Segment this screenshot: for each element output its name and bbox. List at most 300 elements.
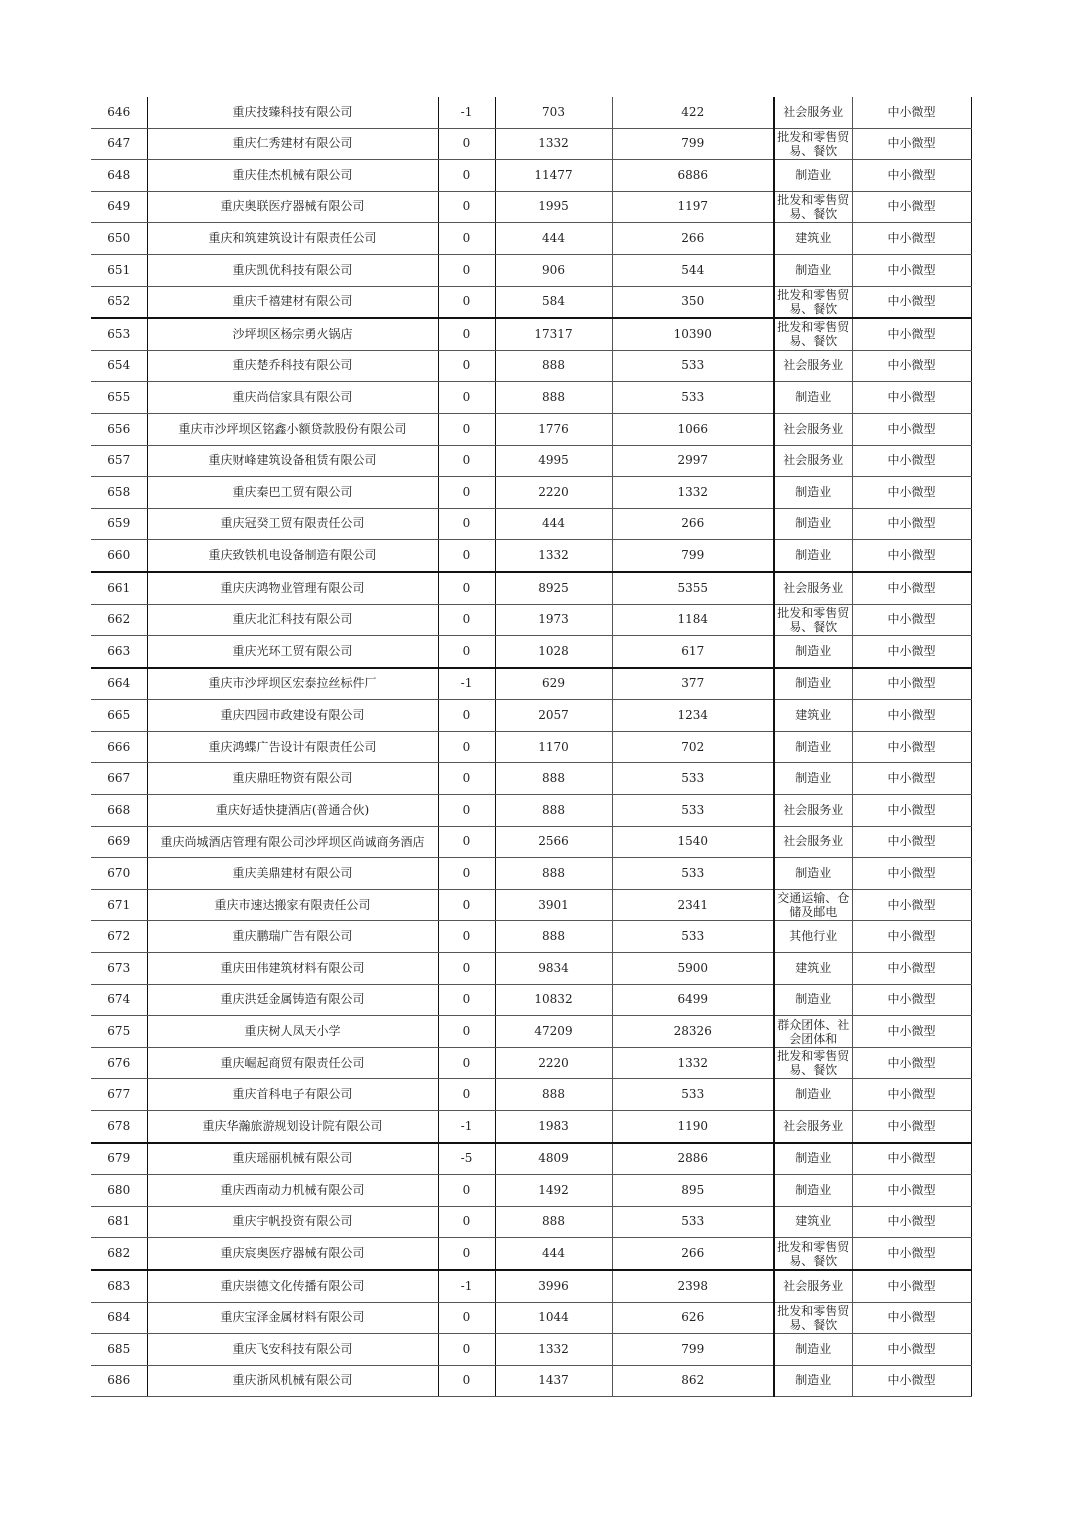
row-number-cell: 653	[91, 318, 147, 350]
industry-cell	[774, 889, 852, 921]
change-cell: -1	[438, 97, 495, 128]
row-number-cell: 685	[91, 1334, 147, 1366]
industry-cell	[774, 286, 852, 318]
row-number-cell: 667	[91, 763, 147, 795]
company-name-cell: 重庆佳杰机械有限公司	[147, 160, 438, 192]
industry-cell: 制造业	[774, 1365, 852, 1397]
table-row	[91, 1270, 971, 1302]
change-cell: 0	[438, 1016, 495, 1048]
table-row	[91, 1206, 971, 1238]
industry-cell-text: 交通运输、仓储及邮电	[777, 891, 850, 920]
change-cell: 0	[438, 477, 495, 509]
value-2-cell: 862	[612, 1365, 774, 1397]
row-number-cell: 661	[91, 572, 147, 604]
value-1-cell: 703	[495, 97, 612, 128]
change-cell: 0	[438, 763, 495, 795]
table-row	[91, 1238, 971, 1270]
value-2-cell: 266	[612, 508, 774, 540]
value-1-cell: 8925	[495, 572, 612, 604]
size-category-cell: 中小微型	[852, 191, 971, 223]
value-1-cell: 1983	[495, 1111, 612, 1143]
value-2-cell: 533	[612, 1079, 774, 1111]
industry-cell: 制造业	[774, 763, 852, 795]
table-row	[91, 731, 971, 763]
value-2-cell: 2341	[612, 889, 774, 921]
value-1-cell: 888	[495, 763, 612, 795]
change-cell: 0	[438, 128, 495, 160]
company-name-cell: 重庆首科电子有限公司	[147, 1079, 438, 1111]
value-2-cell: 533	[612, 763, 774, 795]
company-name-cell: 重庆秦巴工贸有限公司	[147, 477, 438, 509]
table-row	[91, 97, 971, 128]
value-2-cell: 5900	[612, 953, 774, 985]
company-name-cell: 重庆鸿蝶广告设计有限责任公司	[147, 731, 438, 763]
size-category-cell: 中小微型	[852, 668, 971, 700]
row-number-cell: 651	[91, 254, 147, 286]
company-name-cell: 重庆和筑建筑设计有限责任公司	[147, 223, 438, 255]
industry-cell: 制造业	[774, 858, 852, 890]
table-row	[91, 128, 971, 160]
change-cell: 0	[438, 604, 495, 636]
change-cell: 0	[438, 382, 495, 414]
value-1-cell: 4809	[495, 1143, 612, 1175]
row-number-cell: 646	[91, 97, 147, 128]
company-name-cell: 重庆技臻科技有限公司	[147, 97, 438, 128]
table-row	[91, 889, 971, 921]
industry-cell-text: 群众团体、社会团体和	[777, 1017, 850, 1046]
value-1-cell: 1776	[495, 413, 612, 445]
row-number-cell: 657	[91, 445, 147, 477]
row-number-cell: 649	[91, 191, 147, 223]
industry-cell-text: 批发和零售贸易、餐饮	[777, 1239, 850, 1268]
company-name-cell: 重庆尚信家具有限公司	[147, 382, 438, 414]
value-2-cell: 1190	[612, 1111, 774, 1143]
change-cell: 0	[438, 160, 495, 192]
value-2-cell: 533	[612, 350, 774, 382]
row-number-cell: 669	[91, 826, 147, 858]
value-1-cell: 906	[495, 254, 612, 286]
industry-cell	[774, 128, 852, 160]
value-1-cell: 1170	[495, 731, 612, 763]
value-1-cell: 11477	[495, 160, 612, 192]
industry-cell: 制造业	[774, 508, 852, 540]
value-1-cell: 888	[495, 350, 612, 382]
change-cell: 0	[438, 636, 495, 668]
value-1-cell: 10832	[495, 984, 612, 1016]
change-cell: 0	[438, 286, 495, 318]
company-name-cell: 重庆华瀚旅游规划设计院有限公司	[147, 1111, 438, 1143]
table-row	[91, 604, 971, 636]
value-1-cell: 4995	[495, 445, 612, 477]
industry-cell: 建筑业	[774, 1206, 852, 1238]
table-row	[91, 953, 971, 985]
value-1-cell: 1332	[495, 1334, 612, 1366]
size-category-cell: 中小微型	[852, 953, 971, 985]
value-2-cell: 5355	[612, 572, 774, 604]
row-number-cell: 680	[91, 1175, 147, 1207]
change-cell: 0	[438, 1238, 495, 1270]
value-2-cell: 422	[612, 97, 774, 128]
industry-cell: 制造业	[774, 731, 852, 763]
company-name-cell: 重庆凯优科技有限公司	[147, 254, 438, 286]
size-category-cell: 中小微型	[852, 1175, 971, 1207]
company-name-cell: 重庆田伟建筑材料有限公司	[147, 953, 438, 985]
row-number-cell: 675	[91, 1016, 147, 1048]
value-1-cell: 1028	[495, 636, 612, 668]
change-cell: 0	[438, 1302, 495, 1334]
value-2-cell: 10390	[612, 318, 774, 350]
value-1-cell: 2220	[495, 477, 612, 509]
industry-cell: 制造业	[774, 1175, 852, 1207]
company-name-cell: 沙坪坝区杨宗勇火锅店	[147, 318, 438, 350]
table-row	[91, 668, 971, 700]
change-cell: 0	[438, 700, 495, 732]
row-number-cell: 648	[91, 160, 147, 192]
industry-cell: 制造业	[774, 254, 852, 286]
value-2-cell: 702	[612, 731, 774, 763]
value-2-cell: 266	[612, 1238, 774, 1270]
size-category-cell: 中小微型	[852, 97, 971, 128]
change-cell: -1	[438, 668, 495, 700]
industry-cell: 制造业	[774, 477, 852, 509]
value-1-cell: 1492	[495, 1175, 612, 1207]
size-category-cell: 中小微型	[852, 921, 971, 953]
table-row	[91, 1111, 971, 1143]
row-number-cell: 660	[91, 540, 147, 572]
company-name-cell: 重庆崛起商贸有限责任公司	[147, 1047, 438, 1079]
row-number-cell: 666	[91, 731, 147, 763]
industry-cell-text: 批发和零售贸易、餐饮	[777, 129, 850, 158]
value-1-cell: 584	[495, 286, 612, 318]
table-body	[91, 97, 971, 1397]
row-number-cell: 677	[91, 1079, 147, 1111]
table-row	[91, 1016, 971, 1048]
row-number-cell: 668	[91, 795, 147, 827]
size-category-cell: 中小微型	[852, 1334, 971, 1366]
industry-cell: 社会服务业	[774, 445, 852, 477]
company-name-cell: 重庆西南动力机械有限公司	[147, 1175, 438, 1207]
value-1-cell: 1044	[495, 1302, 612, 1334]
value-1-cell: 2566	[495, 826, 612, 858]
row-number-cell: 647	[91, 128, 147, 160]
table-row	[91, 1175, 971, 1207]
industry-cell: 制造业	[774, 540, 852, 572]
table-row	[91, 286, 971, 318]
change-cell: 0	[438, 445, 495, 477]
row-number-cell: 679	[91, 1143, 147, 1175]
change-cell: 0	[438, 1206, 495, 1238]
change-cell: 0	[438, 350, 495, 382]
row-number-cell: 681	[91, 1206, 147, 1238]
company-name-cell: 重庆楚乔科技有限公司	[147, 350, 438, 382]
row-number-cell: 670	[91, 858, 147, 890]
row-number-cell: 663	[91, 636, 147, 668]
change-cell: 0	[438, 318, 495, 350]
value-1-cell: 1332	[495, 540, 612, 572]
table-row	[91, 1302, 971, 1334]
change-cell: -5	[438, 1143, 495, 1175]
company-name-cell: 重庆鹏瑞广告有限公司	[147, 921, 438, 953]
company-name-cell: 重庆奥联医疗器械有限公司	[147, 191, 438, 223]
value-2-cell: 377	[612, 668, 774, 700]
change-cell: 0	[438, 1334, 495, 1366]
change-cell: 0	[438, 1365, 495, 1397]
value-2-cell: 533	[612, 1206, 774, 1238]
row-number-cell: 654	[91, 350, 147, 382]
company-name-cell: 重庆北汇科技有限公司	[147, 604, 438, 636]
industry-cell	[774, 1016, 852, 1048]
size-category-cell: 中小微型	[852, 160, 971, 192]
change-cell: 0	[438, 731, 495, 763]
size-category-cell: 中小微型	[852, 1111, 971, 1143]
value-1-cell: 17317	[495, 318, 612, 350]
size-category-cell: 中小微型	[852, 1302, 971, 1334]
company-name-cell: 重庆庆鸿物业管理有限公司	[147, 572, 438, 604]
industry-cell	[774, 191, 852, 223]
industry-cell: 社会服务业	[774, 1111, 852, 1143]
value-1-cell: 1995	[495, 191, 612, 223]
table-row	[91, 1365, 971, 1397]
size-category-cell: 中小微型	[852, 700, 971, 732]
change-cell: 0	[438, 953, 495, 985]
company-name-cell: 重庆市沙坪坝区宏泰拉丝标件厂	[147, 668, 438, 700]
value-2-cell: 28326	[612, 1016, 774, 1048]
industry-cell: 制造业	[774, 668, 852, 700]
change-cell: 0	[438, 1175, 495, 1207]
company-name-cell: 重庆美鼎建材有限公司	[147, 858, 438, 890]
value-2-cell: 1234	[612, 700, 774, 732]
industry-cell-text: 批发和零售贸易、餐饮	[777, 605, 850, 634]
table-row	[91, 445, 971, 477]
change-cell: 0	[438, 1047, 495, 1079]
table-row	[91, 254, 971, 286]
size-category-cell: 中小微型	[852, 1206, 971, 1238]
table-row	[91, 921, 971, 953]
table-row	[91, 984, 971, 1016]
table-row	[91, 191, 971, 223]
value-2-cell: 2398	[612, 1270, 774, 1302]
industry-cell: 社会服务业	[774, 1270, 852, 1302]
change-cell: 0	[438, 1079, 495, 1111]
value-1-cell: 888	[495, 1079, 612, 1111]
size-category-cell: 中小微型	[852, 795, 971, 827]
change-cell: 0	[438, 540, 495, 572]
row-number-cell: 659	[91, 508, 147, 540]
data-table	[91, 97, 972, 1397]
industry-cell-text: 批发和零售贸易、餐饮	[777, 1303, 850, 1332]
value-2-cell: 533	[612, 382, 774, 414]
company-name-cell: 重庆市沙坪坝区铭鑫小额贷款股份有限公司	[147, 413, 438, 445]
company-name-cell: 重庆鼎旺物资有限公司	[147, 763, 438, 795]
row-number-cell: 678	[91, 1111, 147, 1143]
company-name-cell: 重庆宸奥医疗器械有限公司	[147, 1238, 438, 1270]
industry-cell: 制造业	[774, 636, 852, 668]
size-category-cell: 中小微型	[852, 445, 971, 477]
value-1-cell: 3901	[495, 889, 612, 921]
table-row	[91, 160, 971, 192]
row-number-cell: 665	[91, 700, 147, 732]
industry-cell: 社会服务业	[774, 572, 852, 604]
industry-cell: 制造业	[774, 1079, 852, 1111]
size-category-cell: 中小微型	[852, 604, 971, 636]
size-category-cell: 中小微型	[852, 508, 971, 540]
size-category-cell: 中小微型	[852, 1238, 971, 1270]
value-1-cell: 888	[495, 795, 612, 827]
company-name-cell: 重庆冠癸工贸有限责任公司	[147, 508, 438, 540]
size-category-cell: 中小微型	[852, 1079, 971, 1111]
value-1-cell: 47209	[495, 1016, 612, 1048]
industry-cell: 制造业	[774, 1334, 852, 1366]
industry-cell-text: 批发和零售贸易、餐饮	[777, 1049, 850, 1078]
row-number-cell: 684	[91, 1302, 147, 1334]
industry-cell: 建筑业	[774, 700, 852, 732]
value-1-cell: 888	[495, 382, 612, 414]
size-category-cell: 中小微型	[852, 382, 971, 414]
value-2-cell: 544	[612, 254, 774, 286]
value-2-cell: 1197	[612, 191, 774, 223]
value-2-cell: 350	[612, 286, 774, 318]
table-row	[91, 1143, 971, 1175]
value-1-cell: 9834	[495, 953, 612, 985]
value-1-cell: 2220	[495, 1047, 612, 1079]
change-cell: 0	[438, 191, 495, 223]
value-1-cell: 1973	[495, 604, 612, 636]
size-category-cell: 中小微型	[852, 1143, 971, 1175]
table-row	[91, 763, 971, 795]
size-category-cell: 中小微型	[852, 731, 971, 763]
value-2-cell: 533	[612, 858, 774, 890]
size-category-cell: 中小微型	[852, 477, 971, 509]
value-2-cell: 895	[612, 1175, 774, 1207]
company-name-cell: 重庆崇德文化传播有限公司	[147, 1270, 438, 1302]
size-category-cell: 中小微型	[852, 763, 971, 795]
value-2-cell: 533	[612, 921, 774, 953]
row-number-cell: 674	[91, 984, 147, 1016]
company-name-cell: 重庆光环工贸有限公司	[147, 636, 438, 668]
value-2-cell: 1066	[612, 413, 774, 445]
table-row	[91, 1079, 971, 1111]
size-category-cell: 中小微型	[852, 984, 971, 1016]
table-row	[91, 1047, 971, 1079]
value-2-cell: 2886	[612, 1143, 774, 1175]
change-cell: 0	[438, 858, 495, 890]
size-category-cell: 中小微型	[852, 858, 971, 890]
industry-cell: 制造业	[774, 160, 852, 192]
table-row	[91, 413, 971, 445]
company-name-cell: 重庆仁秀建材有限公司	[147, 128, 438, 160]
value-1-cell: 2057	[495, 700, 612, 732]
industry-cell: 建筑业	[774, 223, 852, 255]
value-1-cell: 629	[495, 668, 612, 700]
value-2-cell: 1332	[612, 477, 774, 509]
value-2-cell: 617	[612, 636, 774, 668]
row-number-cell: 658	[91, 477, 147, 509]
size-category-cell: 中小微型	[852, 1047, 971, 1079]
change-cell: 0	[438, 223, 495, 255]
value-2-cell: 799	[612, 540, 774, 572]
table-row	[91, 826, 971, 858]
company-name-cell: 重庆千禧建材有限公司	[147, 286, 438, 318]
value-2-cell: 6499	[612, 984, 774, 1016]
table-row	[91, 1334, 971, 1366]
table-row	[91, 700, 971, 732]
row-number-cell: 671	[91, 889, 147, 921]
table-row	[91, 636, 971, 668]
company-name-cell-text: 重庆尚城酒店管理有限公司沙坪坝区尚诚商务酒店	[160, 834, 425, 849]
size-category-cell: 中小微型	[852, 350, 971, 382]
size-category-cell: 中小微型	[852, 1270, 971, 1302]
industry-cell: 建筑业	[774, 953, 852, 985]
value-1-cell: 888	[495, 921, 612, 953]
company-name-cell: 重庆好适快捷酒店(普通合伙)	[147, 795, 438, 827]
company-name-cell: 重庆宇帆投资有限公司	[147, 1206, 438, 1238]
table-row	[91, 508, 971, 540]
size-category-cell: 中小微型	[852, 128, 971, 160]
size-category-cell: 中小微型	[852, 889, 971, 921]
row-number-cell: 672	[91, 921, 147, 953]
company-name-cell: 重庆四园市政建设有限公司	[147, 700, 438, 732]
size-category-cell: 中小微型	[852, 1365, 971, 1397]
size-category-cell: 中小微型	[852, 540, 971, 572]
change-cell: 0	[438, 508, 495, 540]
size-category-cell: 中小微型	[852, 572, 971, 604]
change-cell: -1	[438, 1111, 495, 1143]
industry-cell: 制造业	[774, 984, 852, 1016]
row-number-cell: 686	[91, 1365, 147, 1397]
change-cell: 0	[438, 889, 495, 921]
value-2-cell: 1184	[612, 604, 774, 636]
row-number-cell: 664	[91, 668, 147, 700]
industry-cell	[774, 1302, 852, 1334]
company-name-cell	[147, 826, 438, 858]
value-1-cell: 1437	[495, 1365, 612, 1397]
industry-cell: 社会服务业	[774, 826, 852, 858]
industry-cell: 社会服务业	[774, 350, 852, 382]
industry-cell: 其他行业	[774, 921, 852, 953]
value-1-cell: 3996	[495, 1270, 612, 1302]
value-2-cell: 266	[612, 223, 774, 255]
value-2-cell: 799	[612, 128, 774, 160]
change-cell: 0	[438, 413, 495, 445]
value-1-cell: 888	[495, 1206, 612, 1238]
table-row	[91, 350, 971, 382]
company-name-cell: 重庆洪廷金属铸造有限公司	[147, 984, 438, 1016]
table-row	[91, 858, 971, 890]
row-number-cell: 655	[91, 382, 147, 414]
change-cell: -1	[438, 1270, 495, 1302]
row-number-cell: 676	[91, 1047, 147, 1079]
value-2-cell: 1332	[612, 1047, 774, 1079]
table-row	[91, 477, 971, 509]
size-category-cell: 中小微型	[852, 223, 971, 255]
industry-cell: 制造业	[774, 382, 852, 414]
industry-cell: 制造业	[774, 1143, 852, 1175]
change-cell: 0	[438, 826, 495, 858]
row-number-cell: 662	[91, 604, 147, 636]
size-category-cell: 中小微型	[852, 286, 971, 318]
industry-cell	[774, 604, 852, 636]
industry-cell: 社会服务业	[774, 413, 852, 445]
value-2-cell: 626	[612, 1302, 774, 1334]
value-2-cell: 799	[612, 1334, 774, 1366]
company-name-cell: 重庆瑶丽机械有限公司	[147, 1143, 438, 1175]
company-name-cell: 重庆树人凤天小学	[147, 1016, 438, 1048]
value-1-cell: 1332	[495, 128, 612, 160]
value-2-cell: 1540	[612, 826, 774, 858]
size-category-cell: 中小微型	[852, 1016, 971, 1048]
table-row	[91, 382, 971, 414]
value-1-cell: 444	[495, 508, 612, 540]
